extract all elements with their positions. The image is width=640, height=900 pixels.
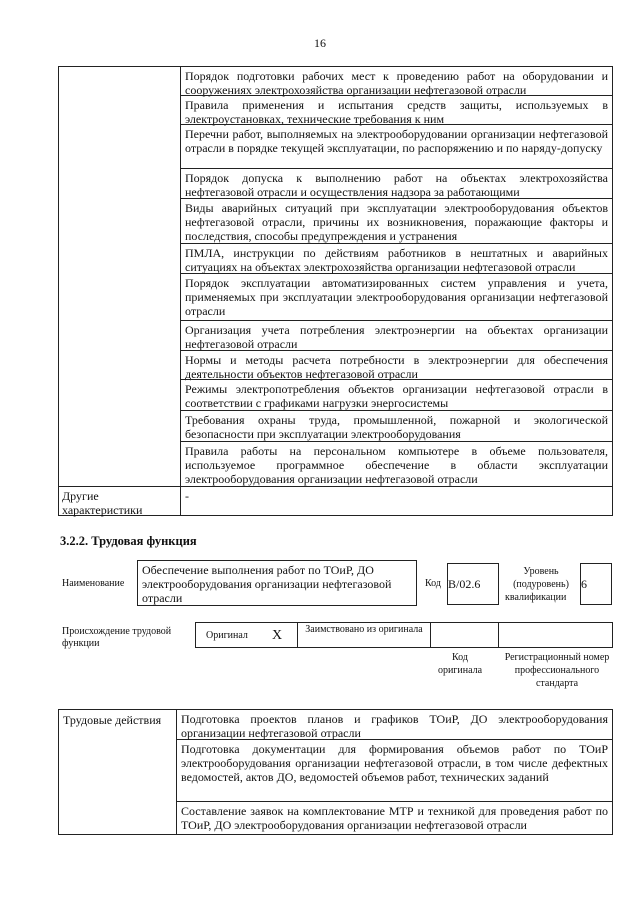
level-value: 6 xyxy=(580,563,612,605)
knowledge-row: Виды аварийных ситуаций при эксплуатации электрооборудования объектов нефтегазовой отрасли, причины их возникновения, поражающие факторы и последствия, способы предупреждения и устранения xyxy=(180,198,613,243)
original-label: Оригинал xyxy=(206,630,248,641)
function-name: Обеспечение выполнения работ по ТОиР, ДО электрооборудования организации нефтегазовой отрасли xyxy=(137,560,417,606)
action-row: Составление заявок на комплектование МТР и техникой для проведения работ по ТОиР, ДО электрооборудования организации нефтегазовой отрасли xyxy=(176,801,613,835)
name-label: Наименование xyxy=(62,578,125,589)
borrowed-label: Заимствовано из оригинала xyxy=(297,622,430,648)
knowledge-row: ПМЛА, инструкции по действиям работников в нештатных и аварийных ситуациях на объектах электрохозяйства организации нефтегазовой отрасли xyxy=(180,243,613,273)
origin-original-cell xyxy=(195,622,257,648)
actions-label: Трудовые действия xyxy=(58,709,176,835)
knowledge-row: Порядок эксплуатации автоматизированных систем управления и учета, применяемых при эксплуатации электрооборудования организации нефтегазовой отрасли xyxy=(180,273,613,320)
actions-table xyxy=(58,709,613,835)
level-label: Уровень (подуровень) квалификации xyxy=(505,566,569,603)
code-label: Код xyxy=(425,578,441,589)
knowledge-row: Порядок подготовки рабочих мест к проведению работ на оборудовании и сооружениях электрохозяйства организации нефтегазовой отрасли xyxy=(180,66,613,95)
knowledge-row: Режимы электропотребления объектов организации нефтегазовой отрасли в соответствии с графиками нагрузки энергосистемы xyxy=(180,379,613,410)
reg-number-cell xyxy=(498,622,613,648)
knowledge-row: Правила применения и испытания средств защиты, используемых в электроустановках, технические требования к ним xyxy=(180,95,613,124)
other-characteristics-value: - xyxy=(180,486,613,516)
page-number: 16 xyxy=(314,36,326,50)
other-characteristics-label: Другие характеристики xyxy=(58,486,180,516)
knowledge-row: Требования охраны труда, промышленной, пожарной и экологической безопасности при эксплуатации электрооборудования xyxy=(180,410,613,441)
original-mark: X xyxy=(257,622,297,648)
action-row: Подготовка документации для формирования объемов работ по ТОиР электрооборудования организации нефтегазовой отрасли, в том числе дефектных ведомостей, актов ДО, ведомостей объемов работ, технических заданий xyxy=(176,739,613,801)
code-value: B/02.6 xyxy=(447,563,499,605)
knowledge-row: Нормы и методы расчета потребности в электроэнергии для обеспечения деятельности объектов нефтегазовой отрасли xyxy=(180,350,613,379)
knowledge-left-column xyxy=(58,66,180,486)
section-heading: 3.2.2. Трудовая функция xyxy=(60,534,197,548)
code-original-cell xyxy=(430,622,498,648)
knowledge-row: Перечни работ, выполняемых на электрооборудовании организации нефтегазовой отрасли в порядке текущей эксплуатации, по распоряжению и по наряду-допуску xyxy=(180,124,613,168)
knowledge-row: Организация учета потребления электроэнергии на объектах организации нефтегазовой отрасли xyxy=(180,320,613,350)
origin-label: Происхождение трудовой функции xyxy=(62,626,172,649)
code-original-caption: Код оригинала xyxy=(437,652,483,676)
knowledge-table xyxy=(58,66,613,516)
knowledge-row: Порядок допуска к выполнению работ на объектах электрохозяйства нефтегазовой отрасли и осуществления надзора за работающими xyxy=(180,168,613,198)
reg-number-caption: Регистрационный номер профессионального стандарта xyxy=(504,652,610,689)
origin-row xyxy=(195,622,613,648)
action-row: Подготовка проектов планов и графиков ТОиР, ДО электрооборудования организации нефтегазовой отрасли xyxy=(176,709,613,739)
knowledge-row: Правила работы на персональном компьютере в объеме пользователя, используемое программное обеспечение в области эксплуатации электрооборудования организации нефтегазовой отрасли xyxy=(180,441,613,486)
